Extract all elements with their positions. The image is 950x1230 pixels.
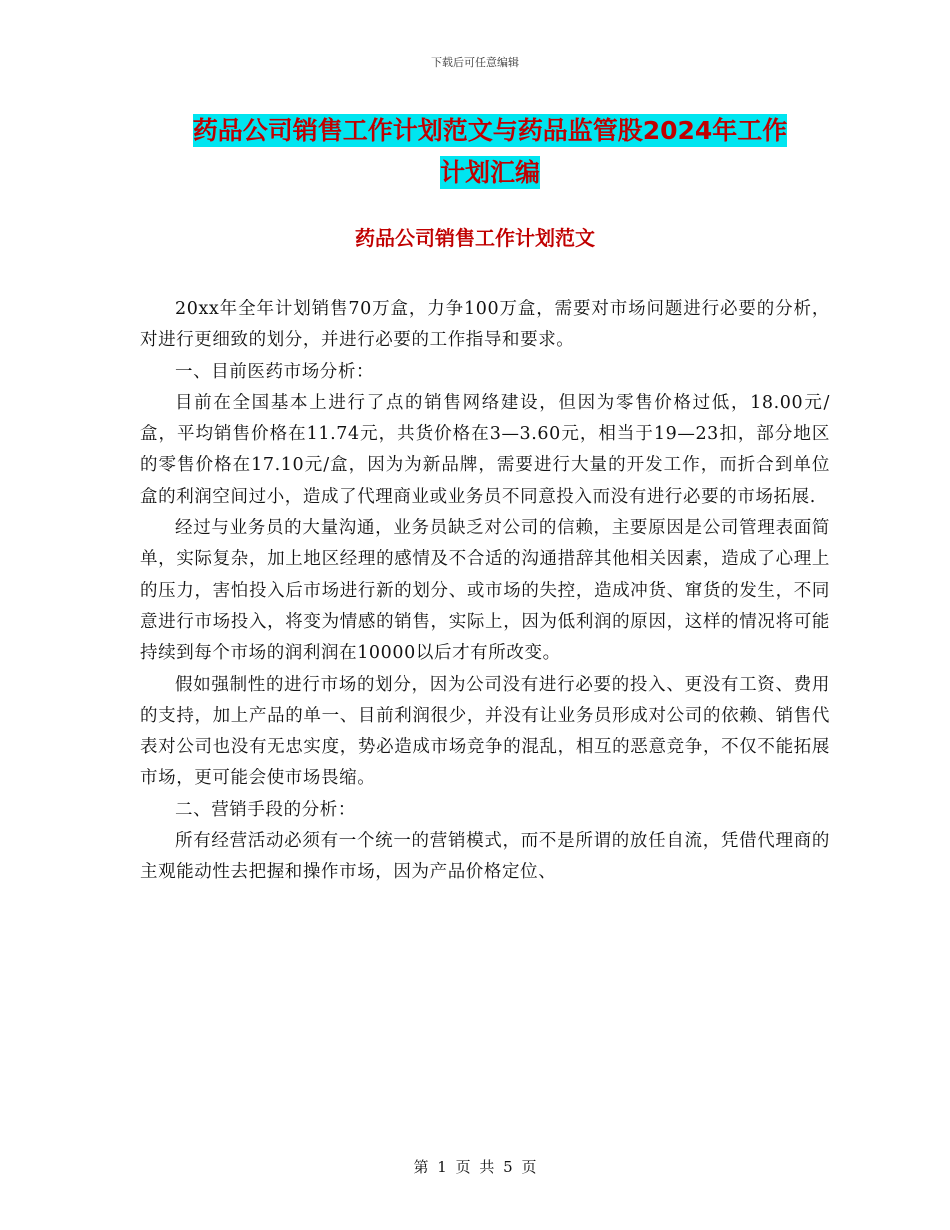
paragraph: 目前在全国基本上进行了点的销售网络建设，但因为零售价格过低，18.00元/盒，平均销售价格在11.74元，共货价格在3—3.60元，相当于19—23扣，部分地区的零售价格在17.10元/盒，因为为新品牌，需要进行大量的开发工作，而折合到单位盒的利润空间过小，造成了代理商业或业务员不同意投入而没有进行必要的市场拓展. xyxy=(140,392,830,507)
section-title: 药品公司销售工作计划范文 xyxy=(355,226,595,250)
body-text xyxy=(140,294,830,889)
paragraph: 假如强制性的进行市场的划分，因为公司没有进行必要的投入、更没有工资、费用的支持，加上产品的单一、目前利润很少，并没有让业务员形成对公司的依赖、销售代表对公司也没有无忠实度，势必造成市场竞争的混乱，相互的恶意竞争，不仅不能拓展市场，更可能会使市场畏缩。 xyxy=(140,674,830,789)
document-title-line-2: 计划汇编 xyxy=(439,158,540,187)
header-note: 下载后可任意编辑 xyxy=(431,56,519,69)
paragraph: 20xx年全年计划销售70万盒，力争100万盒，需要对市场问题进行必要的分析，对进行更细致的划分，并进行必要的工作指导和要求。 xyxy=(140,299,830,351)
paragraph: 所有经营活动必须有一个统一的营销模式，而不是所谓的放任自流，凭借代理商的主观能动性去把握和操作市场，因为产品价格定位、 xyxy=(140,831,830,883)
paragraph: 经过与业务员的大量沟通，业务员缺乏对公司的信赖，主要原因是公司管理表面简单，实际复杂，加上地区经理的感情及不合适的沟通措辞其他相关因素，造成了心理上的压力，害怕投入后市场进行新的划分、或市场的失控，造成冲货、窜货的发生，不同意进行市场投入，将变为情感的销售，实际上，因为低利润的原因，这样的情况将可能持续到每个市场的润利润在10000以后才有所改变。 xyxy=(140,518,830,664)
document-title xyxy=(140,110,840,194)
paragraph: 一、目前医药市场分析： xyxy=(175,361,375,382)
document-title-line-1: 药品公司销售工作计划范文与药品监管股2024年工作 xyxy=(192,116,788,145)
page-footer: 第 1 页 共 5 页 xyxy=(413,1158,537,1176)
paragraph: 二、营销手段的分析： xyxy=(175,799,356,820)
